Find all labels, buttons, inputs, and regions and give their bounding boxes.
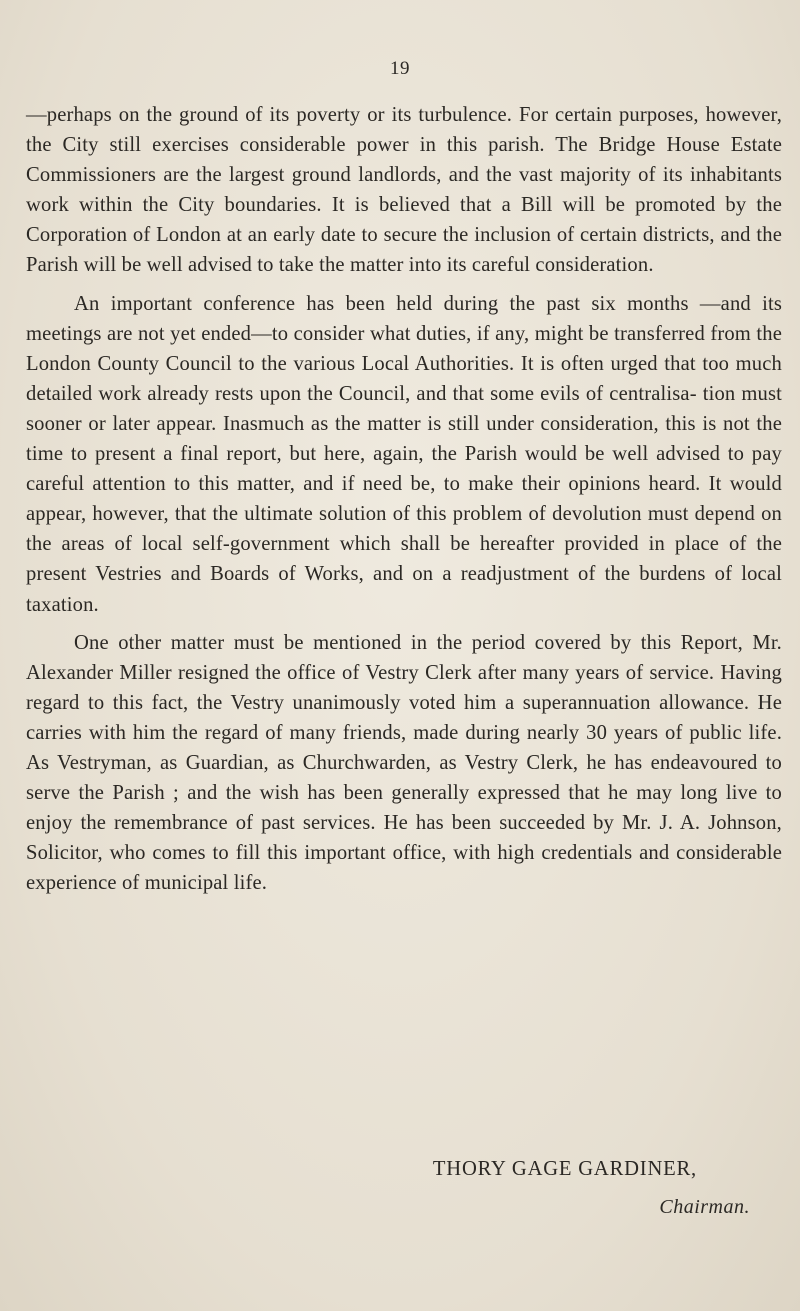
page-number: 19 bbox=[390, 58, 410, 79]
paragraph-city-jurisdiction: —perhaps on the ground of its poverty or its turbulence. For certain purposes, however, the City still exercises considerable power in this parish. The Bridge House Estate Commissioners are the largest ground landlords, and the vast majority of its inhabitants work within the City boundaries. It is believed that a Bill will be promoted by the Corporation of London at an early date to secure the inclusion of certain districts, and the Parish will be well advised to take the matter into its careful consideration. bbox=[26, 104, 782, 277]
paragraph-conference: An important conference has been held during the past six months —and its meetings are not yet ended—to consider what duties, if any, might be transferred from the London County Council to the various Local Authorities. It is often urged that too much detailed work already rests upon the Council, and that some evils of centralisa- tion must sooner or later appear. Inasmuch as the matter is still under consideration, this is not the time to present a final report, but here, again, the Parish would be well advised to pay careful attention to this matter, and if need be, to make their opinions heard. It would appear, however, that the ultimate solution of this problem of devolution must depend on the areas of local self-government which shall be hereafter provided in place of the present Vestries and Boards of Works, and on a readjustment of the burdens of local taxation. bbox=[26, 292, 782, 616]
body-text bbox=[26, 100, 782, 898]
signature-title: Chairman. bbox=[659, 1196, 750, 1218]
signature-name: THORY GAGE GARDINER, bbox=[432, 1158, 697, 1180]
paragraph-vestry-clerk: One other matter must be mentioned in the period covered by this Report, Mr. Alexander Miller resigned the office of Vestry Clerk after many years of service. Having regard to this fact, the Vestry unanimously voted him a superannuation allowance. He carries with him the regard of many friends, made during nearly 30 years of public life. As Vestryman, as Guardian, as Churchwarden, as Vestry Clerk, he has endeavoured to serve the Parish ; and the wish has been generally expressed that he may long live to enjoy the remembrance of past services. He has been succeeded by Mr. J. A. Johnson, Solicitor, who comes to fill this important office, with high credentials and considerable experience of municipal life. bbox=[26, 631, 782, 895]
